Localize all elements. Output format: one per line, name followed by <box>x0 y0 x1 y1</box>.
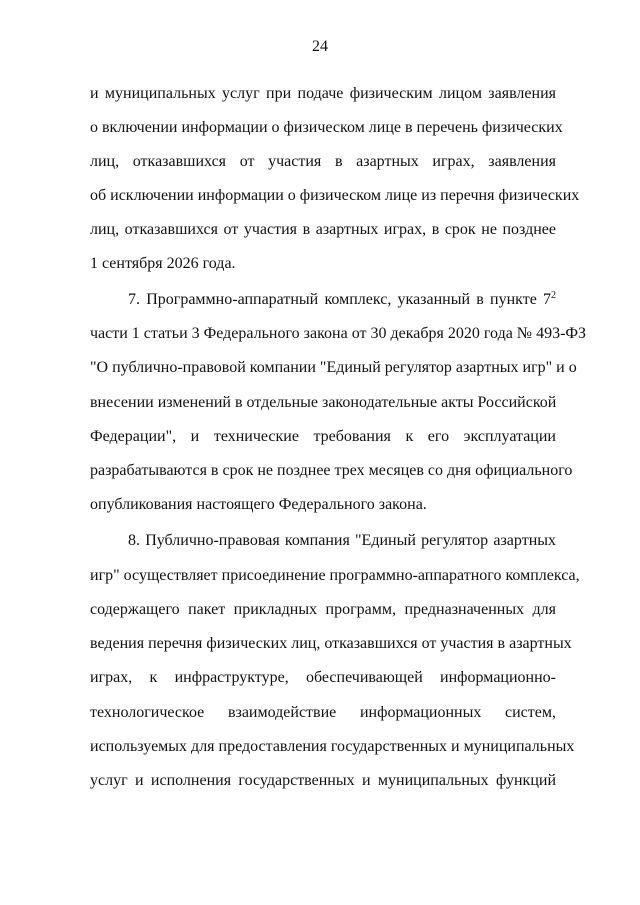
item-7-first-line: 7. Программно-аппаратный комплекс, указанный в пункте 7 <box>128 291 551 308</box>
page-number: 24 <box>312 38 328 55</box>
text-line: части 1 статьи 3 Федерального закона от 30 декабря 2020 года № 493-ФЗ <box>90 325 587 342</box>
text-line: игр" осуществляет присоединение программно-аппаратного комплекса, <box>90 567 580 584</box>
text-line: Федерации", и технические требования к его эксплуатации <box>90 428 556 445</box>
text-line: услуг и исполнения государственных и муниципальных функций <box>90 772 556 789</box>
text-line: разрабатываются в срок не позднее трех месяцев со дня официального <box>90 462 573 479</box>
text-line: содержащего пакет прикладных программ, предназначенных для <box>90 601 556 618</box>
superscript: 2 <box>551 290 556 301</box>
text-line: опубликования настоящего Федерального закона. <box>90 496 427 513</box>
text-line: лиц, отказавшихся от участия в азартных играх, в срок не позднее <box>90 221 556 238</box>
text-line: используемых для предоставления государственных и муниципальных <box>90 738 575 755</box>
text-line: технологическое взаимодействие информационных систем, <box>90 704 556 721</box>
text-line: и муниципальных услуг при подаче физическим лицом заявления <box>90 85 556 102</box>
text-line: играх, к инфраструктуре, обеспечивающей информационно- <box>90 669 556 686</box>
text-line: лиц, отказавшихся от участия в азартных играх, заявления <box>90 153 556 170</box>
text-line: "О публично-правовой компании "Единый регулятор азартных игр" и о <box>90 359 577 376</box>
text-line: 1 сентября 2026 года. <box>90 255 236 272</box>
text-line: внесении изменений в отдельные законодательные акты Российской <box>90 394 557 411</box>
text-line: об исключении информации о физическом лице из перечня физических <box>90 187 580 204</box>
text-line: 8. Публично-правовая компания "Единый регулятор азартных <box>128 532 556 549</box>
text-line: ведения перечня физических лиц, отказавшихся от участия в азартных <box>90 635 572 652</box>
text-line: о включении информации о физическом лице в перечень физических <box>90 119 563 136</box>
text-line <box>128 290 556 310</box>
